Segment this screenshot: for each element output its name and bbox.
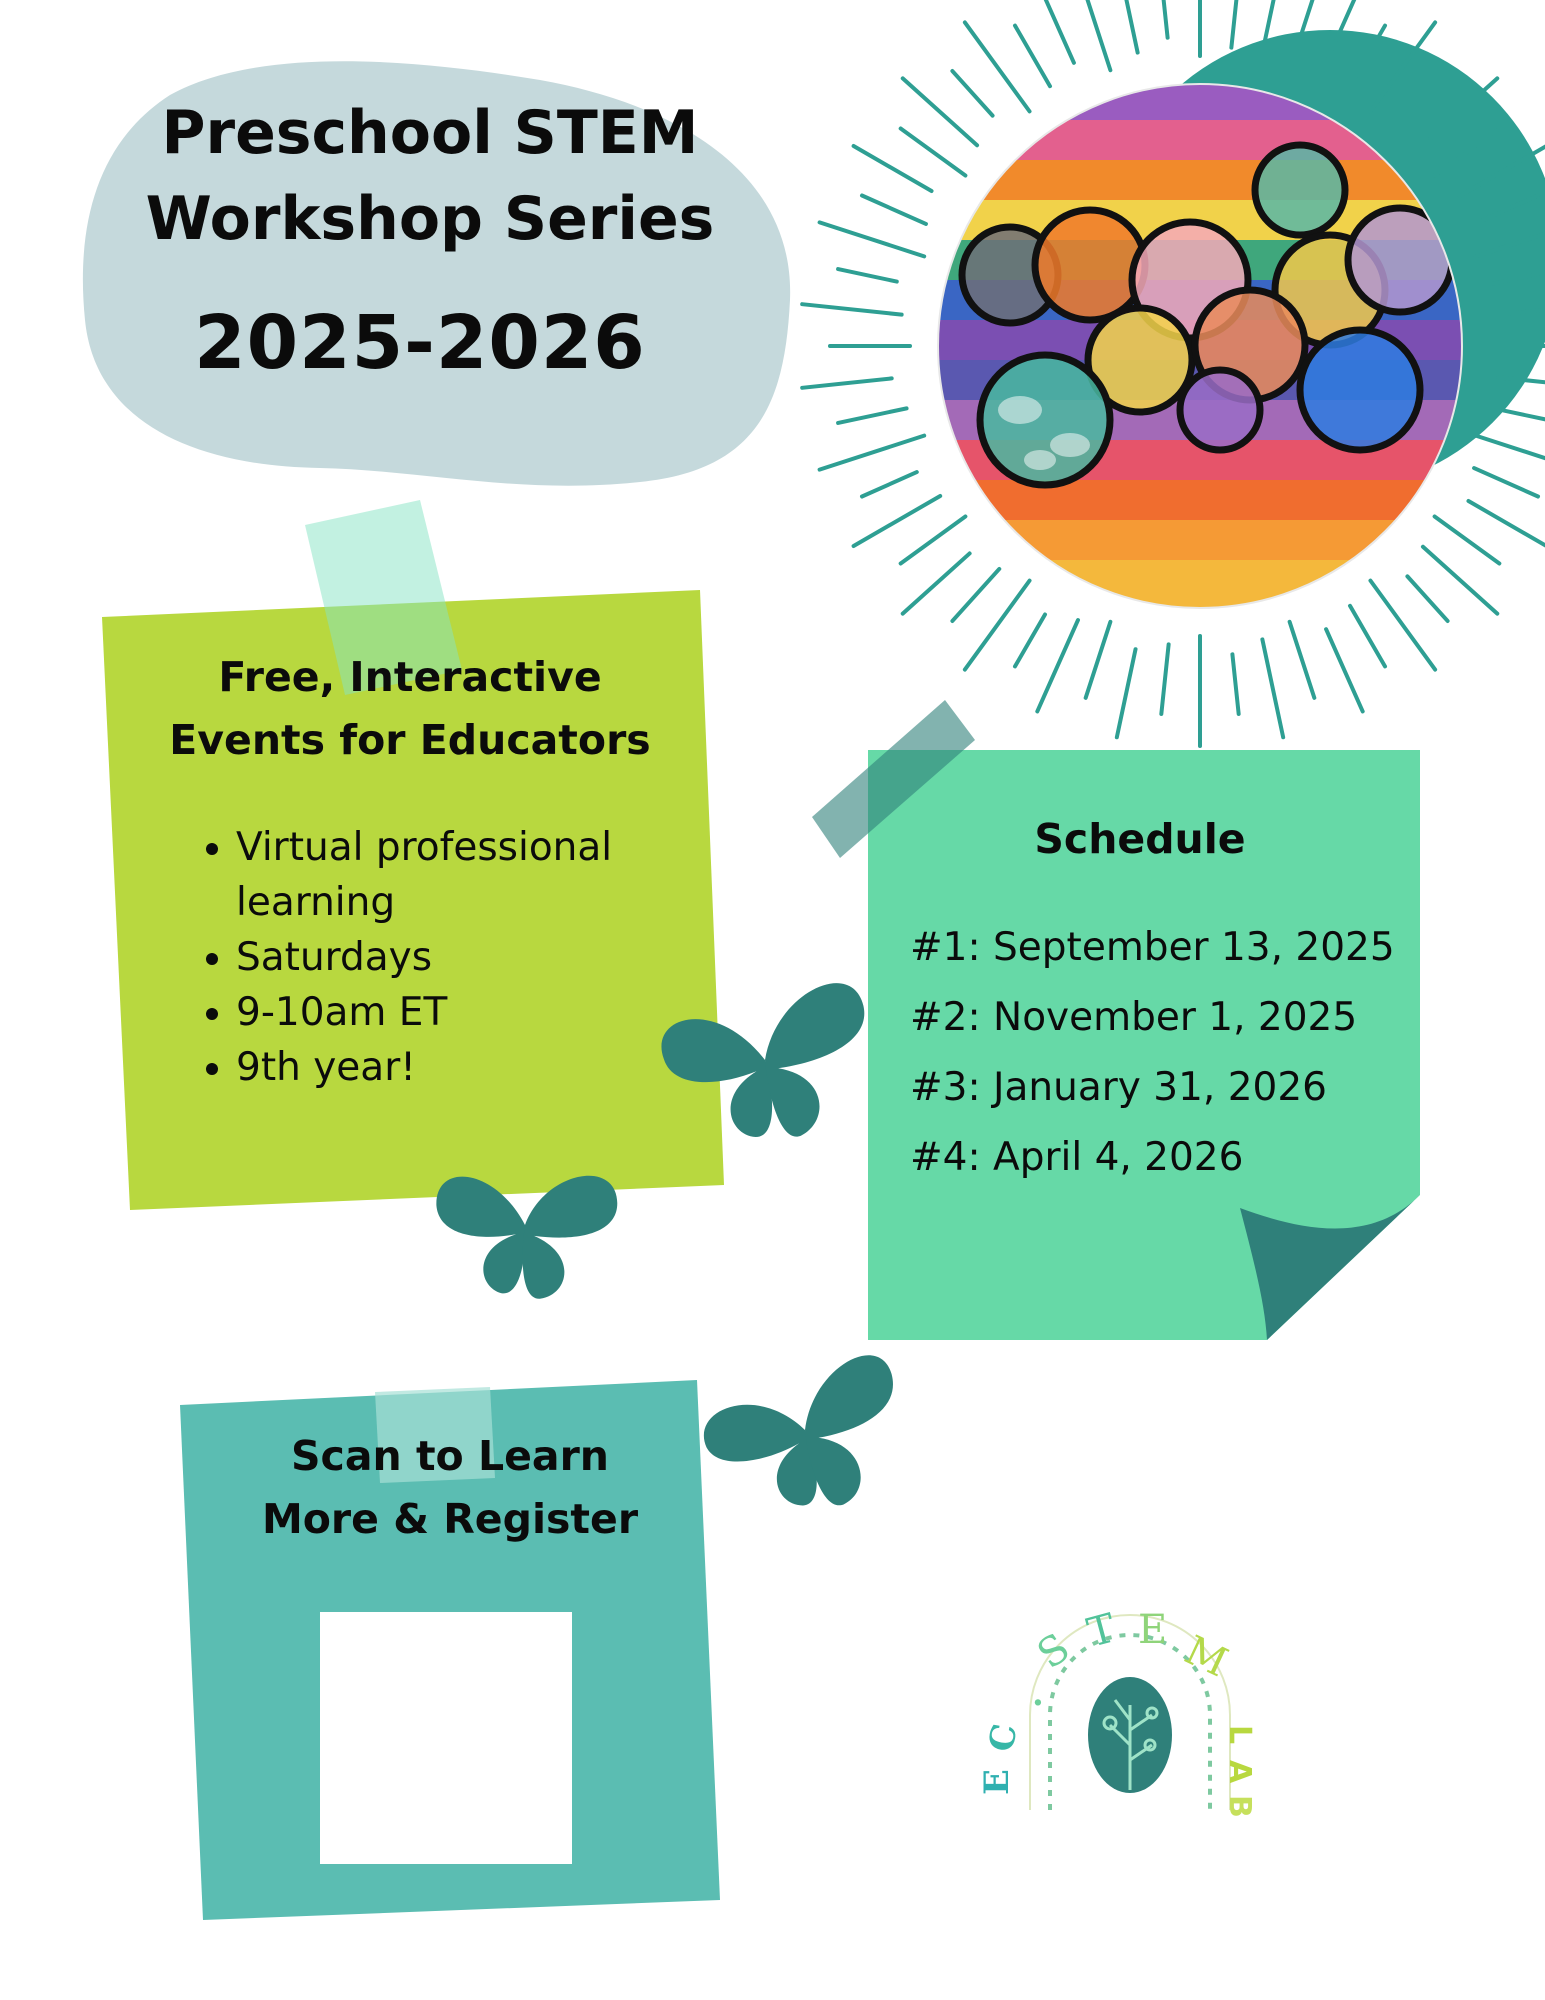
svg-text:B: B <box>1222 1795 1257 1818</box>
ec-stem-lab-logo <box>977 1605 1257 1818</box>
title-line-1: Preschool STEM <box>161 98 699 168</box>
butterfly-icon <box>695 1351 913 1526</box>
svg-text:M: M <box>1177 1627 1235 1687</box>
qr-code-frame[interactable] <box>320 1612 572 1864</box>
svg-text:E: E <box>977 1769 1017 1795</box>
svg-text:E: E <box>1138 1607 1168 1653</box>
svg-text:.: . <box>1032 1674 1044 1714</box>
svg-text:A: A <box>1222 1760 1257 1784</box>
bullet-item: • Virtual professional learning <box>236 820 756 930</box>
events-title-line-1: Free, Interactive <box>218 653 602 701</box>
schedule-item: #4: April 4, 2026 <box>910 1135 1244 1180</box>
svg-text:S: S <box>1029 1624 1079 1679</box>
register-title-line-1: Scan to Learn <box>290 1432 609 1480</box>
events-card-title <box>120 646 700 772</box>
year-label: 2025-2026 <box>194 300 646 386</box>
title-line-2: Workshop Series <box>145 184 715 254</box>
page-title <box>100 90 760 262</box>
schedule-title: Schedule <box>1034 815 1246 863</box>
register-title-line-2: More & Register <box>261 1495 639 1543</box>
bullet-item: • 9-10am ET <box>236 985 756 1040</box>
schedule-item: #3: January 31, 2026 <box>910 1065 1327 1110</box>
schedule-item: #2: November 1, 2025 <box>910 995 1358 1040</box>
svg-text:L: L <box>1222 1725 1257 1745</box>
schedule-item: #1: September 13, 2025 <box>910 925 1395 970</box>
svg-text:C: C <box>981 1720 1026 1755</box>
bullet-item: • 9th year! <box>236 1040 756 1095</box>
svg-text:T: T <box>1082 1605 1121 1657</box>
events-bullet-list <box>180 820 756 1095</box>
events-title-line-2: Events for Educators <box>169 716 651 764</box>
bullet-item: • Saturdays <box>236 930 756 985</box>
register-card-title <box>220 1425 680 1551</box>
